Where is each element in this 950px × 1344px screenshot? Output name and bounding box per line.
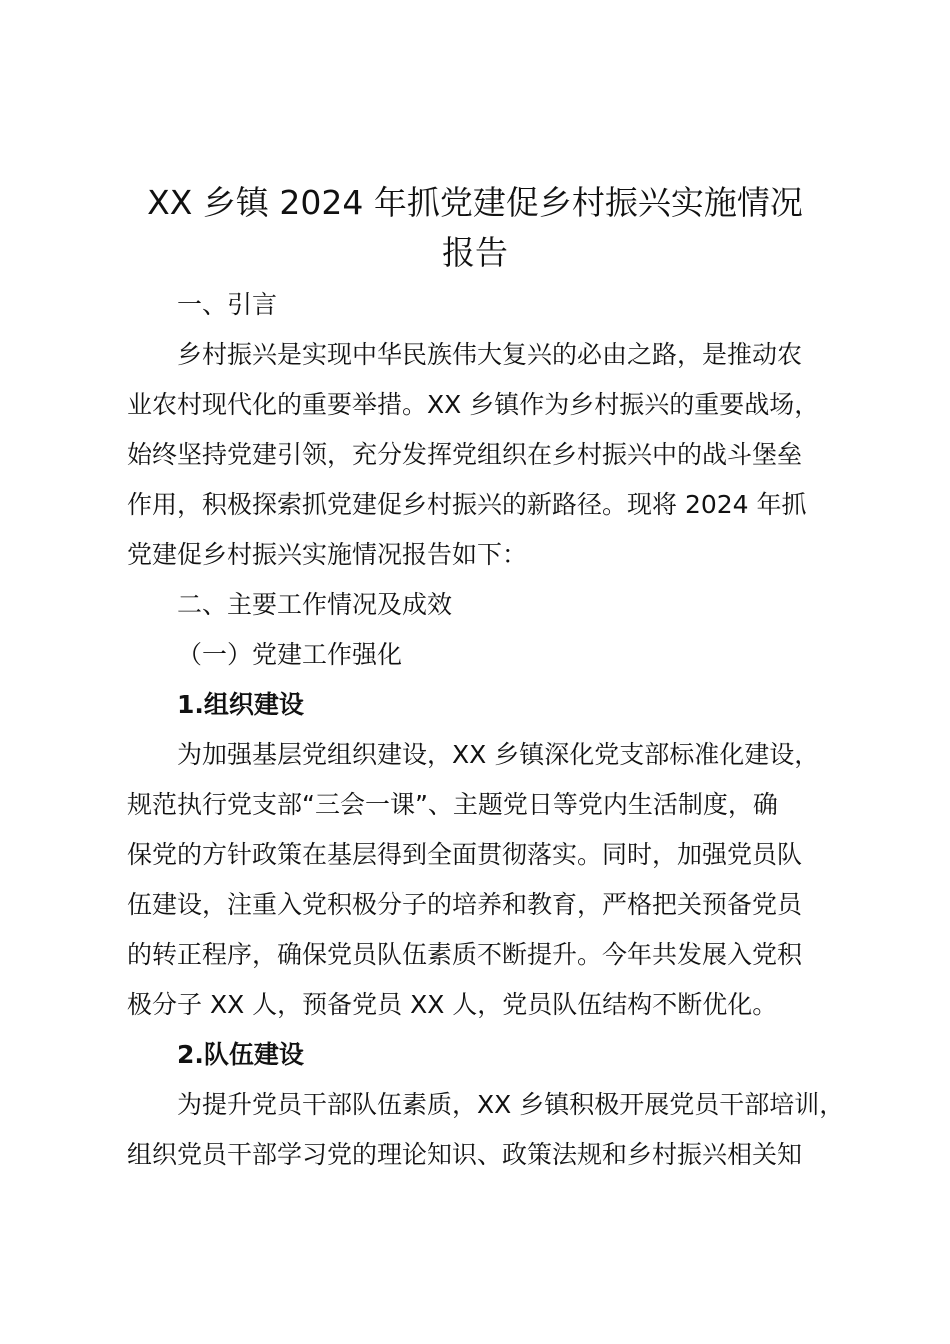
title-line-1: XX 乡镇 2024 年抓党建促乡村振兴实施情况 — [147, 183, 803, 222]
subsection-heading: （一）党建工作强化 — [177, 640, 403, 669]
paragraph-line: 极分子 XX 人，预备党员 XX 人，党员队伍结构不断优化。 — [127, 990, 778, 1019]
item-heading-organization: 1.组织建设 — [177, 690, 304, 719]
paragraph-line: 为加强基层党组织建设，XX 乡镇深化党支部标准化建设， — [177, 740, 820, 769]
title-line-2: 报告 — [442, 233, 508, 272]
paragraph-line: 伍建设，注重入党积极分子的培养和教育，严格把关预备党员 — [127, 890, 803, 919]
paragraph-line: 党建促乡村振兴实施情况报告如下： — [127, 540, 528, 569]
paragraph-line: 作用，积极探索抓党建促乡村振兴的新路径。现将 2024 年抓 — [127, 490, 807, 519]
item-heading-team: 2.队伍建设 — [177, 1040, 304, 1069]
paragraph-line: 始终坚持党建引领，充分发挥党组织在乡村振兴中的战斗堡垒 — [127, 440, 803, 469]
paragraph-line: 为提升党员干部队伍素质，XX 乡镇积极开展党员干部培训， — [177, 1090, 845, 1119]
section-heading-intro: 一、引言 — [177, 290, 278, 319]
paragraph-line: 组织党员干部学习党的理论知识、政策法规和乡村振兴相关知 — [127, 1140, 803, 1169]
paragraph-line: 乡村振兴是实现中华民族伟大复兴的必由之路，是推动农 — [177, 340, 803, 369]
section-heading-main-work: 二、主要工作情况及成效 — [177, 590, 453, 619]
paragraph-line: 保党的方针政策在基层得到全面贯彻落实。同时，加强党员队 — [127, 840, 803, 869]
document-title — [120, 178, 830, 278]
paragraph-line: 业农村现代化的重要举措。XX 乡镇作为乡村振兴的重要战场， — [127, 390, 820, 419]
paragraph-line: 的转正程序，确保党员队伍素质不断提升。今年共发展入党积 — [127, 940, 803, 969]
paragraph-line: 规范执行党支部“三会一课”、主题党日等党内生活制度，确 — [127, 790, 778, 819]
